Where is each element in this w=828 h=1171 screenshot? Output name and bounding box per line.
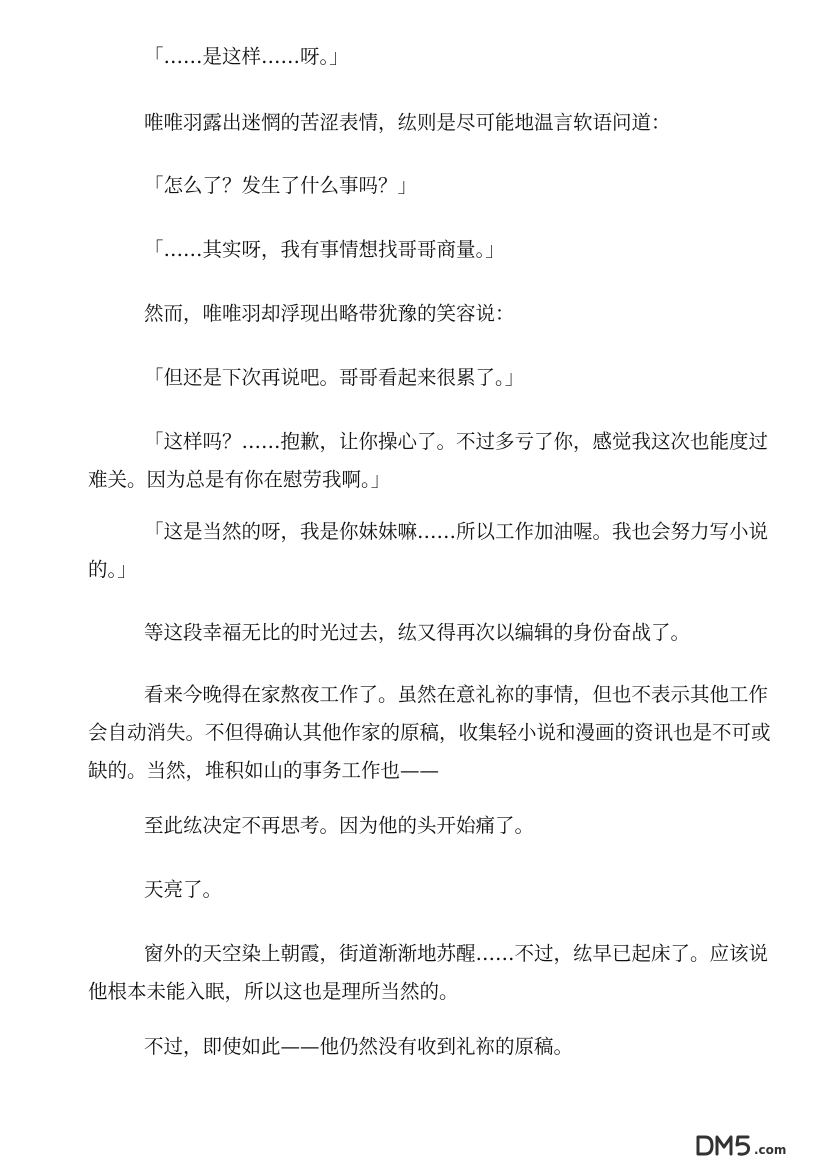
paragraph-3: 「怎么了？发生了什么事吗？」 [144,174,418,197]
paragraph-7: 「这样吗？……抱歉，让你操心了。不过多亏了你，感觉我这次也能度过难关。因为总是有你在慰劳我啊。」 [88,430,769,491]
paragraph-10: 看来今晚得在家熬夜工作了。虽然在意礼祢的事情，但也不表示其他工作会自动消失。不但得确认其他作家的原稿，收集轻小说和漫画的资讯也是不可或缺的。当然，堆积如山的事务工作也—— [88,683,771,782]
paragraph-2: 唯唯羽露出迷惘的苦涩表情，纮则是尽可能地温言软语问道： [144,111,671,134]
paragraph-1: 「……是这样……呀。」 [144,45,349,68]
dm5-watermark-logo [694,1133,806,1159]
dm5-logo-icon [694,1133,806,1159]
paragraph-5: 然而，唯唯羽却浮现出略带犹豫的笑容说： [144,302,515,325]
svg-text:.com: .com [754,1143,787,1157]
paragraph-13: 窗外的天空染上朝霞，街道渐渐地苏醒……不过，纮早已起床了。应该说他根本未能入眠，所以这也是理所当然的。 [88,942,769,1003]
paragraph-9: 等这段幸福无比的时光过去，纮又得再次以编辑的身份奋战了。 [144,621,691,644]
paragraph-6: 「但还是下次再说吧。哥哥看起来很累了。」 [144,366,525,389]
paragraph-11: 至此纮决定不再思考。因为他的头开始痛了。 [144,814,535,837]
paragraph-14: 不过，即使如此——他仍然没有收到礼祢的原稿。 [144,1035,574,1058]
paragraph-8: 「这是当然的呀，我是你妹妹嘛……所以工作加油喔。我也会努力写小说的。」 [88,520,769,581]
paragraph-4: 「……其实呀，我有事情想找哥哥商量。」 [144,238,505,261]
paragraph-12: 天亮了。 [144,878,223,901]
